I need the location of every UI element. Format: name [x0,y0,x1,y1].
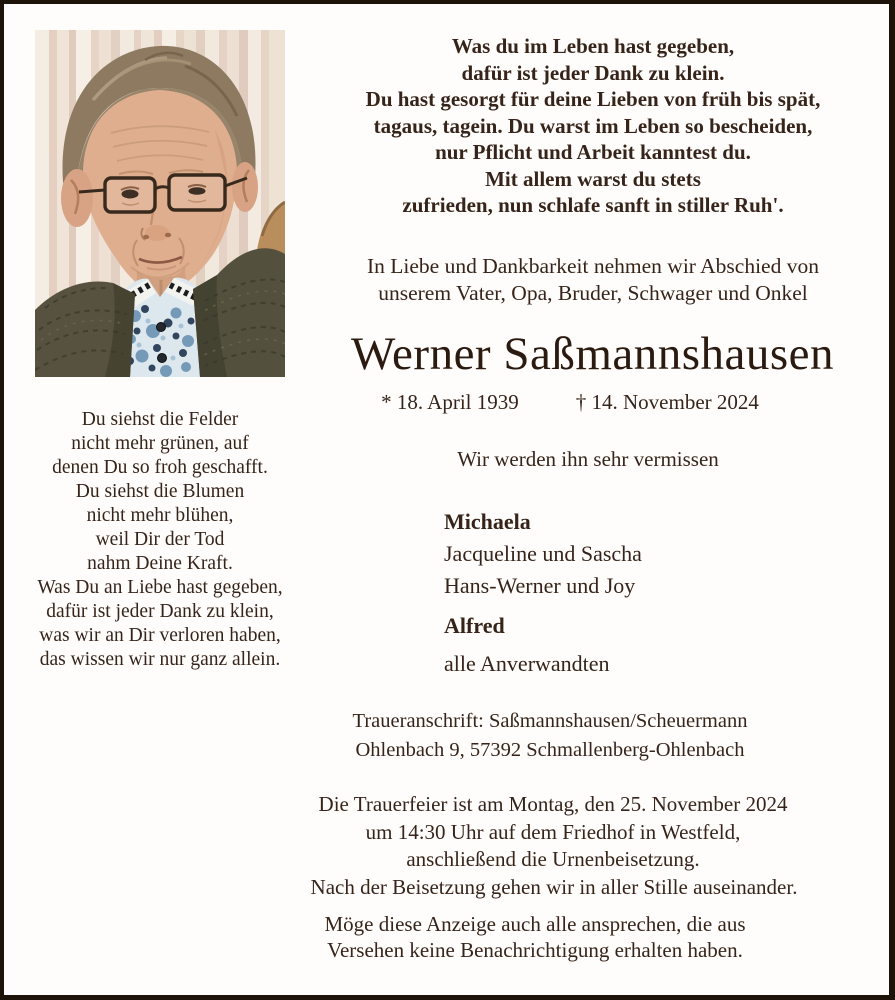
side-poem-line: nicht mehr blühen, [86,505,234,526]
mourning-address [305,707,795,765]
poem-line: Mit allem warst du stets [485,166,701,191]
side-poem-line: denen Du so froh geschafft. [52,457,268,478]
address-line: Traueranschrift: Saßmannshausen/Scheuermann [352,710,748,732]
side-poem-line: nicht mehr grünen, auf [71,433,249,454]
funeral-info [308,791,798,874]
intro-line: In Liebe und Dankbarkeit nehmen wir Abschied von [367,254,819,278]
mourner-name: Alfred [444,613,505,638]
mourner-name: alle Anverwandten [444,651,610,676]
poem-line: tagaus, tagein. Du warst im Leben so bescheiden, [373,113,813,138]
portrait-photo [35,30,285,377]
final-note-line: Versehen keine Benachrichtigung erhalten haben. [327,938,743,962]
mourner-name: Jacqueline und Sascha [444,541,642,566]
side-poem-line: Du siehst die Blumen [75,481,245,502]
side-poem-line: weil Dir der Tod [95,529,225,550]
final-note [300,911,770,963]
side-poem-line: Du siehst die Felder [81,409,239,430]
death-date: † 14. November 2024 [575,390,759,414]
missing-line: Wir werden ihn sehr vermissen [457,447,719,471]
portrait-illustration [35,30,285,377]
side-poem-line: Was Du an Liebe hast gegeben, [37,577,283,598]
mourner-name: Hans-Werner und Joy [444,573,636,598]
side-poem-line: dafür ist jeder Dank zu klein, [46,601,274,622]
funeral-line: um 14:30 Uhr auf dem Friedhof in Westfeld, [365,819,741,844]
poem-line: Was du im Leben hast gegeben, [451,34,735,58]
life-dates [320,390,820,415]
right-ear [232,162,258,212]
closing-line [299,874,809,900]
intro-text [318,253,868,307]
poem-line: nur Pflicht und Arbeit kanntest du. [435,140,751,164]
poem-line: dafür ist jeder Dank zu klein. [461,60,725,85]
address-line: Ohlenbach 9, 57392 Schmallenberg-Ohlenbach [355,739,745,761]
deceased-name: Werner Saßmannshausen [350,328,835,380]
funeral-line: anschließend die Urnenbeisetzung. [406,847,700,871]
mourners-list [444,506,642,680]
side-poem-line: nahm Deine Kraft. [87,553,233,574]
side-poem-line: das wissen wir nur ganz allein. [39,649,281,670]
side-poem-line: was wir an Dir verloren haben, [39,625,281,646]
closing-text: Nach der Beisetzung gehen wir in aller Stille auseinander. [310,875,798,899]
side-poem [20,408,300,672]
funeral-line: Die Trauerfeier ist am Montag, den 25. November 2024 [318,792,788,816]
poem-line: zufrieden, nun schlafe sanft in stiller Ruh'. [402,193,784,217]
final-note-line: Möge diese Anzeige auch alle ansprechen, die aus [324,912,746,936]
mourner-name: Michaela [444,509,531,534]
birth-date: * 18. April 1939 [381,390,519,414]
poem-line: Du hast gesorgt für deine Lieben von früh bis spät, [365,87,821,111]
intro-line: unserem Vater, Opa, Bruder, Schwager und Onkel [378,281,808,305]
opening-poem [318,33,868,219]
